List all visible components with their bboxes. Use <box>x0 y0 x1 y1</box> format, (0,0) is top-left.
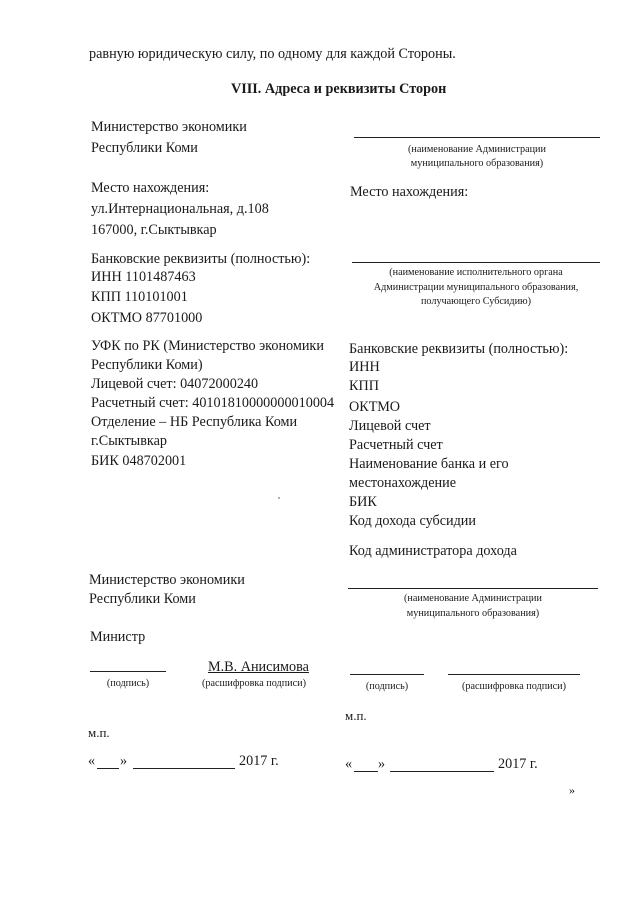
right-exec-caption-line3: получающего Субсидию) <box>420 296 532 307</box>
right-signature-line <box>350 674 424 675</box>
right-decryption-caption: (расшифровка подписи) <box>462 681 566 692</box>
right-exec-caption-line2: Администрации муниципального образования, <box>373 282 579 293</box>
sign-right-caption-line1: (наименование Администрации <box>404 593 542 604</box>
right-oktmo: ОКТМО <box>349 399 401 415</box>
left-branch: Отделение – НБ Республика Коми <box>91 414 298 430</box>
right-kpp: КПП <box>349 378 379 394</box>
right-date-open-quote: « <box>345 756 353 772</box>
right-date-close-quote: » <box>378 756 386 772</box>
left-settlement-account: Расчетный счет: 40101810000000010004 <box>91 395 335 411</box>
stamp-right: м.п. <box>345 708 367 723</box>
right-decryption-line <box>448 674 580 675</box>
minister-label: Министр <box>90 629 146 645</box>
left-decryption-caption: (расшифровка подписи) <box>202 678 306 689</box>
left-kpp: КПП 110101001 <box>91 289 188 305</box>
left-org-line1: Министерство экономики <box>91 119 247 135</box>
right-admin-caption-line1: (наименование Администрации <box>408 144 546 155</box>
left-branch-city: г.Сыктывкар <box>91 433 167 449</box>
intro-line: равную юридическую силу, по одному для каждой Стороны. <box>89 46 456 62</box>
left-ufk-line2: Республики Коми) <box>91 357 203 373</box>
right-bank-name-line1: Наименование банка и его <box>349 456 509 472</box>
right-admin-caption-line2: муниципального образования) <box>410 158 544 169</box>
section-title: VIII. Адреса и реквизиты Сторон <box>231 81 447 97</box>
right-admin-name-line <box>354 137 600 138</box>
sign-left-org-line2: Республики Коми <box>89 591 196 607</box>
sign-right-admin-line <box>348 588 598 589</box>
left-signature-caption: (подпись) <box>106 678 150 689</box>
left-signature-line <box>90 671 166 672</box>
left-personal-account: Лицевой счет: 04072000240 <box>91 376 259 392</box>
right-exec-name-line <box>352 262 600 263</box>
left-date-day-line <box>97 768 119 769</box>
right-bik: БИК <box>349 494 377 510</box>
right-signature-caption: (подпись) <box>365 681 409 692</box>
scan-speck <box>278 497 280 499</box>
left-location-label: Место нахождения: <box>91 180 210 196</box>
right-date-year: 2017 г. <box>498 756 538 772</box>
stamp-left: м.п. <box>88 725 110 740</box>
left-date-month-line <box>133 768 235 769</box>
left-oktmo: ОКТМО 87701000 <box>91 310 203 326</box>
right-bank-name-line2: местонахождение <box>349 475 457 491</box>
closing-quote: » <box>569 783 575 797</box>
left-inn: ИНН 1101487463 <box>91 269 196 285</box>
right-date-month-line <box>390 771 494 772</box>
sign-left-org-line1: Министерство экономики <box>89 572 245 588</box>
left-city: 167000, г.Сыктывкар <box>91 222 217 238</box>
right-settlement-account: Расчетный счет <box>349 437 443 453</box>
right-exec-caption-line1: (наименование исполнительного органа <box>389 267 563 278</box>
right-location-label: Место нахождения: <box>350 184 469 200</box>
left-ufk-line1: УФК по РК (Министерство экономики <box>91 338 324 354</box>
left-org-line2: Республики Коми <box>91 140 198 156</box>
signer-name: М.В. Анисимова <box>208 659 309 675</box>
right-subsidy-income-code: Код дохода субсидии <box>349 513 476 529</box>
left-date-close-quote: » <box>120 753 128 769</box>
left-date-year: 2017 г. <box>239 753 279 769</box>
right-income-admin-code: Код администратора дохода <box>349 543 517 559</box>
left-bik: БИК 048702001 <box>91 453 187 469</box>
sign-right-caption-line2: муниципального образования) <box>406 608 540 619</box>
right-inn: ИНН <box>349 359 380 375</box>
right-personal-account: Лицевой счет <box>349 418 431 434</box>
left-street: ул.Интернациональная, д.108 <box>91 201 269 217</box>
right-bank-label: Банковские реквизиты (полностью): <box>349 341 569 357</box>
right-date-day-line <box>354 771 378 772</box>
left-date-open-quote: « <box>88 753 96 769</box>
left-bank-label: Банковские реквизиты (полностью): <box>91 251 311 267</box>
